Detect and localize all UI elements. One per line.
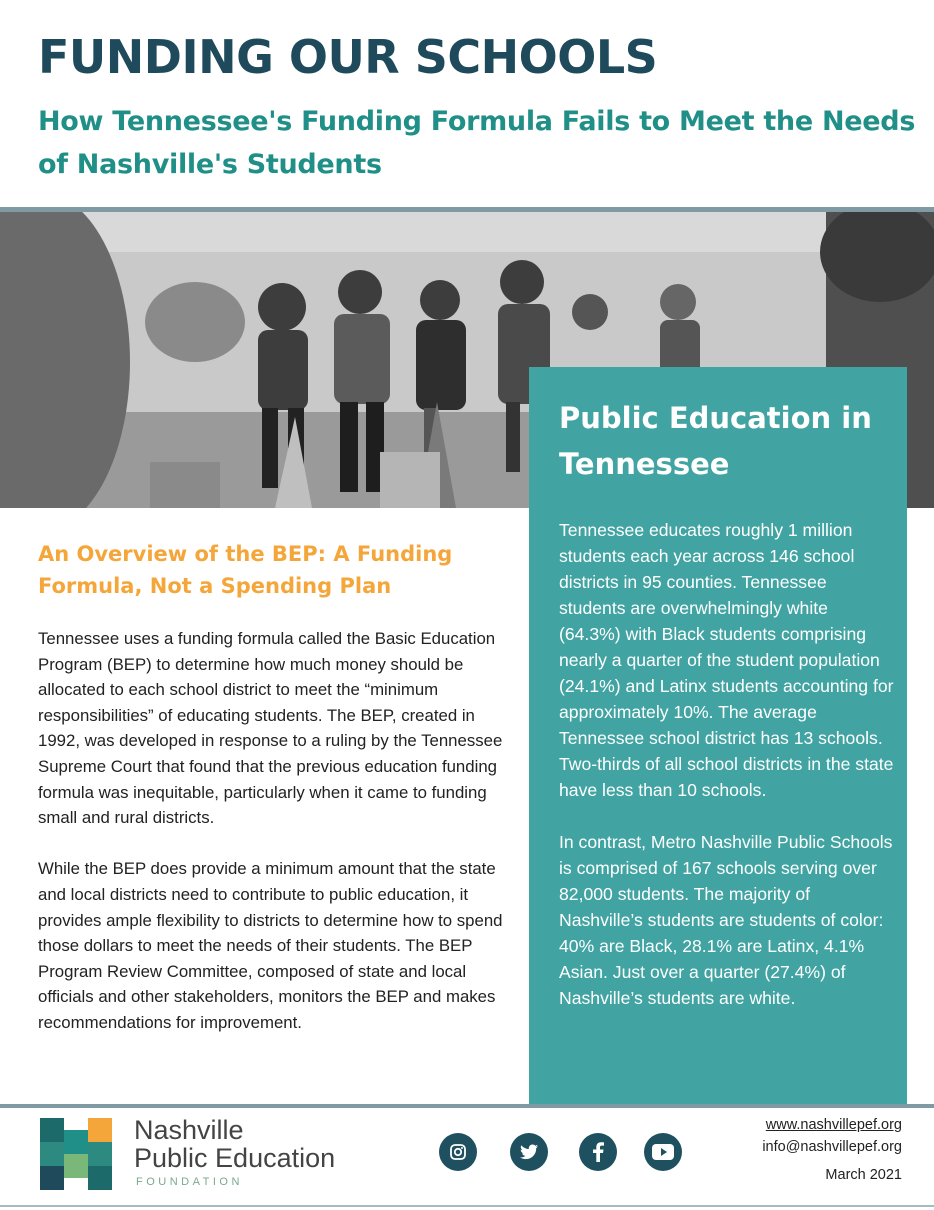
section-heading: An Overview of the BEP: A Funding Formula, Not a Spending Plan [38,542,453,598]
facebook-icon [592,1142,604,1162]
instagram-button[interactable] [439,1133,477,1171]
callout-box [529,367,907,1105]
bottom-rule [0,1205,934,1207]
email-link[interactable]: info@nashvillepef.org [762,1139,902,1155]
org-name-line3: FOUNDATION [136,1176,243,1188]
instagram-icon [449,1143,467,1161]
youtube-icon [652,1144,674,1160]
callout-title: Public Education in Tennessee [559,401,872,481]
page-title: FUNDING OUR SCHOOLS [38,30,658,84]
twitter-button[interactable] [510,1133,548,1171]
footer-divider [0,1104,934,1108]
org-name [134,1116,335,1188]
publish-date: March 2021 [825,1167,902,1183]
npef-logo-icon [40,1118,112,1190]
page-subtitle: How Tennessee's Funding Formula Fails to Meet the Needs of Nashville's Students [38,106,916,180]
callout-paragraph: In contrast, Metro Nashville Public Schools is comprised of 167 schools serving over 82,000 students. The majority of Nashville’s students are students of color: 40% are Black, 28.1% are Latinx, 4.1% Asian. Just over a quarter (27.4%) of Nashville’s students are white. [559,832,893,1008]
overview-body [38,626,513,1061]
org-name-line1: Nashville [134,1115,244,1145]
contact-info [762,1114,902,1186]
twitter-icon [519,1143,539,1161]
body-paragraph: Tennessee uses a funding formula called the Basic Education Program (BEP) to determine how much money should be allocated to each school district to meet the “minimum responsibilities” of educating students. The BEP, created in 1992, was developed in response to a ruling by the Tennessee Supreme Court that found that the previous education funding formula was inequitable, particularly when it came to funding small and rural districts. [38,629,503,828]
callout-paragraph: Tennessee educates roughly 1 million students each year across 146 school districts in 95 counties. Tennessee students are overwhelmingly white (64.3%) with Black students comprising nearly a quarter of the student population (24.1%) and Latinx students accounting for approximately 10%. The average Tennessee school district has 13 schools. Two-thirds of all school districts in the state have less than 10 schools. [559,520,894,800]
callout-body [559,517,894,1037]
facebook-button[interactable] [579,1133,617,1171]
body-paragraph: While the BEP does provide a minimum amount that the state and local districts need to contribute to public education, it provides ample flexibility to districts to determine how to spend those dollars to meet the needs of their students. The BEP Program Review Committee, composed of state and local officials and other stakeholders, monitors the BEP and makes recommendations for improvement. [38,859,503,1032]
youtube-button[interactable] [644,1133,682,1171]
website-link[interactable]: www.nashvillepef.org [765,1117,902,1133]
org-name-line2: Public Education [134,1143,336,1173]
